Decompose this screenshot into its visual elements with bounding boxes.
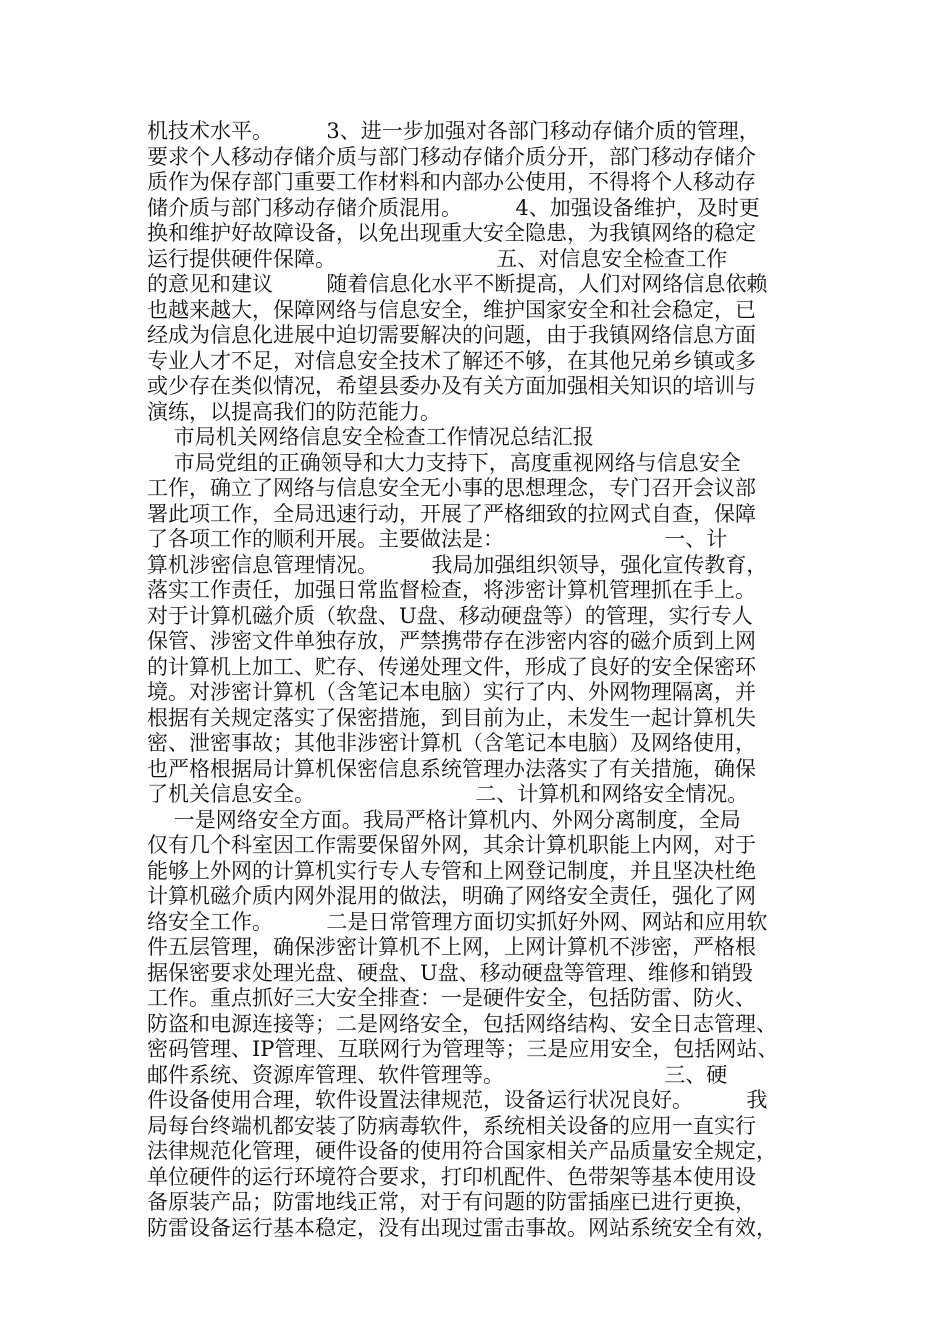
text-line: 境。对涉密计算机（含笔记本电脑）实行了内、外网物理隔离，并 (147, 680, 756, 704)
text-line: 储介质与部门移动存储介质混用。 4、加强设备维护，及时更 (147, 195, 760, 220)
text-line: 的计算机上加工、贮存、传递处理文件，形成了良好的安全保密环 (147, 654, 756, 679)
text-line: 件设备使用合理，软件设置法律规范，设备运行状况良好。 我 (147, 1088, 768, 1112)
text-line: 换和维护好故障设备，以免出现重大安全隐患，为我镇网络的稳定 (147, 221, 756, 245)
text-line: 也越来越大，保障网络与信息安全，维护国家安全和社会稳定，已 (147, 297, 756, 322)
text-line: 署此项工作，全局迅速行动，开展了严格细致的拉网式自查，保障 (147, 501, 756, 526)
text-line: 法律规范化管理，硬件设备的使用符合国家相关产品质量安全规定， (147, 1139, 777, 1163)
text-line: 市局机关网络信息安全检查工作情况总结汇报 (147, 425, 594, 449)
text-line: 对于计算机磁介质（软盘、U盘、移动硬盘等）的管理，实行专人 (147, 603, 753, 628)
text-line: 了各项工作的顺利开展。主要做法是： 一、计 (147, 527, 728, 551)
text-line: 计算机磁介质内网外混用的做法，明确了网络安全责任，强化了网 (147, 884, 756, 908)
text-line: 或少存在类似情况，希望县委办及有关方面加强相关知识的培训与 (147, 374, 756, 398)
text-line: 备原装产品；防雷地线正常，对于有问题的防雷插座已进行更换， (147, 1190, 756, 1214)
text-line: 据保密要求处理光盘、硬盘、U盘、移动硬盘等管理、维修和销毁 (147, 960, 753, 985)
text-line: 的意见和建议 随着信息化水平不断提高，人们对网络信息依赖 (147, 272, 768, 296)
text-line: 质作为保存部门重要工作材料和内部办公使用，不得将个人移动存 (147, 170, 756, 194)
text-line: 局每台终端机都安装了防病毒软件，系统相关设备的应用一直实行 (147, 1113, 756, 1138)
body-text (147, 119, 827, 1241)
text-line: 能够上外网的计算机实行专人专管和上网登记制度，并且坚决杜绝 (147, 858, 756, 883)
text-line: 也严格根据局计算机保密信息系统管理办法落实了有关措施，确保 (147, 756, 756, 781)
text-line: 密、泄密事故；其他非涉密计算机（含笔记本电脑）及网络使用， (147, 731, 756, 755)
text-line: 邮件系统、资源库管理、软件管理等。 三、硬 (147, 1062, 728, 1087)
text-line: 经成为信息化进展中迫切需要解决的问题，由于我镇网络信息方面 (147, 323, 756, 347)
text-line: 件五层管理，确保涉密计算机不上网，上网计算机不涉密，严格根 (147, 935, 756, 959)
text-line: 工作。重点抓好三大安全排查：一是硬件安全，包括防雷、防火、 (147, 986, 756, 1010)
text-line: 机技术水平。 3、进一步加强对各部门移动存储介质的管理， (147, 119, 760, 143)
text-line: 了机关信息安全。 二、计算机和网络安全情况。 (147, 782, 749, 806)
text-line: 根据有关规定落实了保密措施，到目前为止，未发生一起计算机失 (147, 705, 756, 730)
text-line: 单位硬件的运行环境符合要求，打印机配件、色带架等基本使用设 (147, 1164, 756, 1189)
text-line: 仅有几个科室因工作需要保留外网，其余计算机职能上内网，对于 (147, 833, 756, 857)
text-line: 运行提供硬件保障。 五、对信息安全检查工作 (147, 246, 728, 271)
text-line: 专业人才不足，对信息安全技术了解还不够，在其他兄弟乡镇或多 (147, 348, 756, 373)
text-line: 市局党组的正确领导和大力支持下，高度重视网络与信息安全 (147, 450, 741, 475)
text-line: 要求个人移动存储介质与部门移动存储介质分开，部门移动存储介 (147, 144, 756, 169)
text-line: 一是网络安全方面。我局严格计算机内、外网分离制度，全局 (147, 807, 741, 832)
text-line: 密码管理、IP管理、互联网行为管理等；三是应用安全，包括网站、 (147, 1037, 779, 1061)
text-line: 防盗和电源连接等；二是网络安全，包括网络结构、安全日志管理、 (147, 1011, 777, 1036)
text-line: 保管、涉密文件单独存放，严禁携带存在涉密内容的磁介质到上网 (147, 629, 756, 653)
text-line: 工作，确立了网络与信息安全无小事的思想理念，专门召开会议部 (147, 476, 756, 500)
text-line: 演练，以提高我们的防范能力。 (147, 399, 441, 424)
text-line: 落实工作责任，加强日常监督检查，将涉密计算机管理抓在手上。 (147, 578, 756, 602)
text-line: 络安全工作。 二是日常管理方面切实抓好外网、网站和应用软 (147, 909, 768, 934)
text-line: 防雷设备运行基本稳定，没有出现过雷击事故。网站系统安全有效， (147, 1215, 777, 1240)
text-line: 算机涉密信息管理情况。 我局加强组织领导，强化宣传教育， (147, 552, 768, 577)
